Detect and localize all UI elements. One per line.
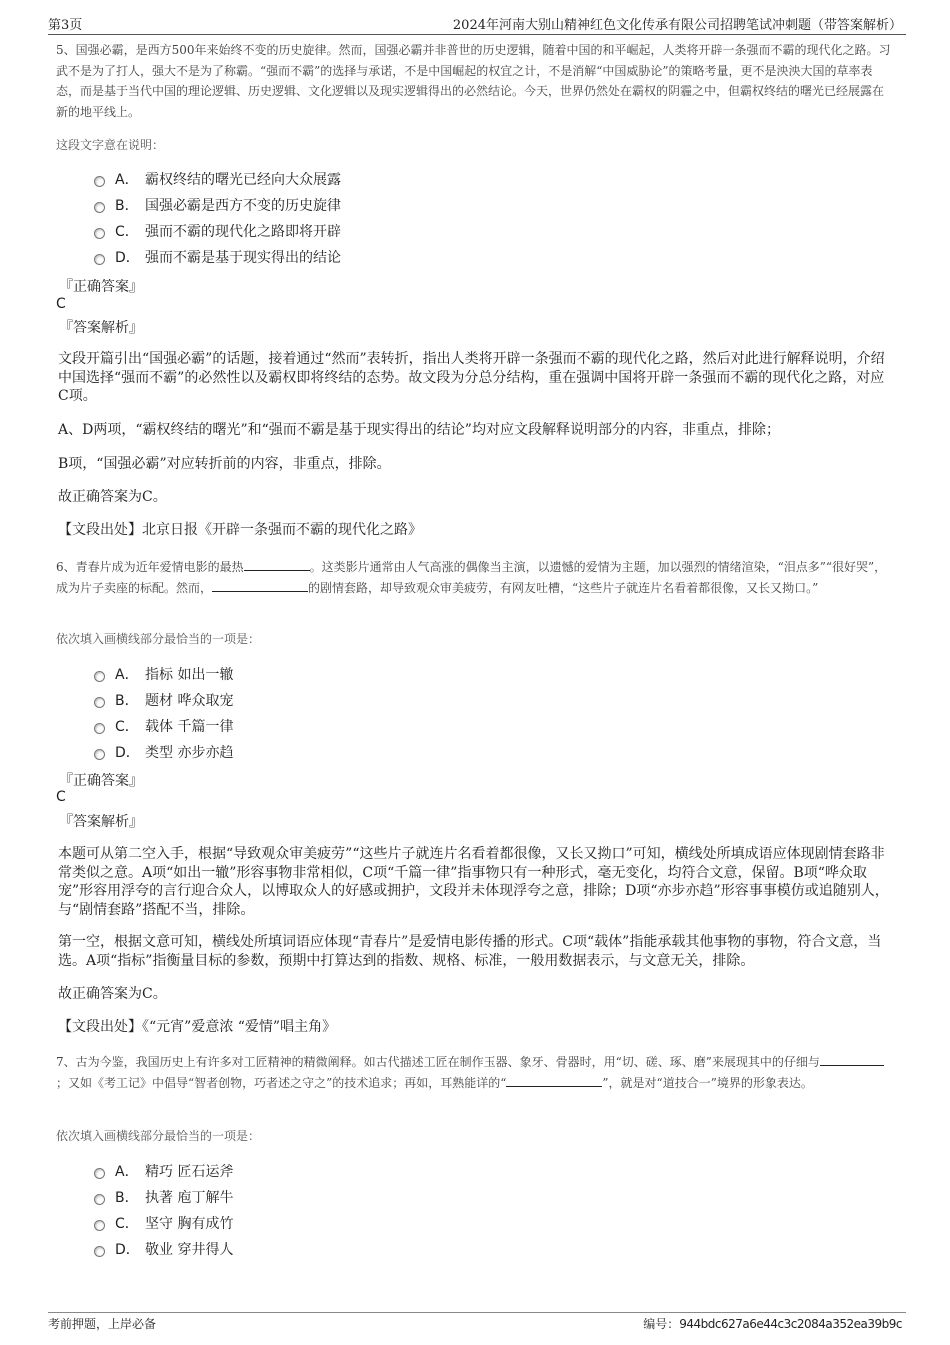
answer-value: C	[56, 789, 66, 805]
page-footer	[48, 1312, 906, 1337]
option-text: 载体 千篇一律	[145, 719, 234, 735]
option-letter: A．	[115, 667, 139, 683]
option-d[interactable]	[94, 739, 594, 765]
option-text: 坚守 胸有成竹	[145, 1216, 234, 1232]
question-7-options	[94, 1158, 594, 1262]
option-letter: C．	[115, 224, 139, 240]
analysis-paragraph: 本题可从第二空入手，根据“导致观众审美疲劳”“这些片子就连片名看着都很像，又长又拗口”可知，横线处所填成语应体现剧情套路非常类似之意。A项“如出一辙”形容事物非常相似，C项“千篇一律”指事物只有一种形式，毫无变化，均符合文意，保留。B项“哗众取宠”形容用浮夸的言行迎合众人，以博取众人的好感或拥护，文段并未体现浮夸之意，排除；D项“亦步亦趋”形容事事模仿或追随别人，与“剧情套路”搭配不当，排除。	[58, 846, 889, 918]
question-6-options	[94, 661, 594, 765]
answer-label: 『正确答案』	[59, 773, 143, 789]
radio-button[interactable]	[94, 1220, 105, 1231]
radio-button[interactable]	[94, 1168, 105, 1179]
document-title: 2024年河南大别山精神红色文化传承有限公司招聘笔试冲刺题（带答案解析）	[452, 18, 902, 33]
fill-blank	[820, 1053, 884, 1066]
analysis-label: 『答案解析』	[59, 814, 143, 830]
option-letter: B．	[115, 1190, 139, 1206]
option-text: 指标 如出一辙	[145, 667, 234, 683]
option-text: 强而不霸的现代化之路即将开辟	[145, 224, 341, 240]
option-text: 执著 庖丁解牛	[145, 1190, 234, 1206]
option-letter: A．	[115, 172, 139, 188]
question-7-prompt: 依次填入画横线部分最恰当的一项是：	[56, 1129, 261, 1143]
radio-button[interactable]	[94, 228, 105, 239]
analysis-paragraph: A、D两项，“霸权终结的曙光”和“强而不霸是基于现实得出的结论”均对应文段解释说明部分的内容，非重点，排除；	[58, 422, 780, 438]
source-citation: 【文段出处】北京日报《开辟一条强而不霸的现代化之路》	[58, 522, 422, 538]
analysis-label: 『答案解析』	[59, 320, 143, 336]
option-letter: D．	[115, 250, 140, 266]
option-letter: D．	[115, 745, 140, 761]
fill-blank	[244, 558, 310, 571]
question-7-text: 7、古为今鉴，我国历史上有许多对工匠精神的精微阐释。如古代描述工匠在制作玉器、象牙、骨器时，用“切、磋、琢、磨”来展现其中的仔细与；又如《考工记》中倡导“智者创物，巧者述之守之”的技术追求；再如，耳熟能详的“ ”，就是对“道技合一”境界的形象表达。	[56, 1052, 894, 1093]
option-text: 题材 哗众取宠	[145, 693, 234, 709]
analysis-paragraph: 故正确答案为C。	[58, 489, 167, 505]
analysis-paragraph: 第一空，根据文意可知，横线处所填词语应体现“青春片”是爱情电影传播的形式。C项“载体”指能承载其他事物的事物，符合文意，当选。A项“指标”指衡量目标的参数，预期中打算达到的指数、规格、标准，一般用数据表示，与文意无关，排除。	[58, 934, 882, 969]
analysis-paragraph: 文段开篇引出“国强必霸”的话题，接着通过“然而”表转折，指出人类将开辟一条强而不霸的现代化之路，然后对此进行解释说明，介绍中国选择“强而不霸”的必然性以及霸权即将终结的态势。故文段为分总分结构，重在强调中国将开辟一条强而不霸的现代化之路，对应C项。	[58, 351, 885, 404]
option-b[interactable]	[94, 192, 594, 218]
radio-button[interactable]	[94, 671, 105, 682]
option-c[interactable]	[94, 218, 594, 244]
radio-button[interactable]	[94, 1246, 105, 1257]
question-5-options	[94, 166, 594, 270]
option-letter: C．	[115, 1216, 139, 1232]
fill-blank	[506, 1074, 602, 1087]
code-label: 编号：	[643, 1317, 680, 1331]
radio-button[interactable]	[94, 202, 105, 213]
option-letter: B．	[115, 198, 139, 214]
option-letter: D．	[115, 1242, 140, 1258]
option-a[interactable]	[94, 166, 594, 192]
analysis-paragraph: B项，“国强必霸”对应转折前的内容，非重点，排除。	[58, 456, 391, 472]
option-d[interactable]	[94, 1236, 594, 1262]
option-text: 霸权终结的曙光已经向大众展露	[145, 172, 341, 188]
question-5-text: 5、国强必霸，是西方500年来始终不变的历史旋律。然而，国强必霸并非普世的历史逻辑，随着中国的和平崛起，人类将开辟一条强而不霸的现代化之路。习武不是为了打人，强大不是为了称霸。“强而不霸”的选择与承诺，不是中国崛起的权宜之计，不是消解“中国威胁论”的策略考量，更不是泱泱大国的草率表态，而是基于当代中国的理论逻辑、历史逻辑、文化逻辑以及现实逻辑得出的必然结论。今天，世界仍然处在霸权的阴霾之中，但霸权终结的曙光已经展露在新的地平线上。	[56, 43, 891, 119]
option-text: 强而不霸是基于现实得出的结论	[145, 250, 341, 266]
option-letter: A．	[115, 1164, 139, 1180]
option-d[interactable]	[94, 244, 594, 270]
option-text: 精巧 匠石运斧	[145, 1164, 234, 1180]
radio-button[interactable]	[94, 697, 105, 708]
option-text: 国强必霸是西方不变的历史旋律	[145, 198, 341, 214]
question-5-prompt: 这段文字意在说明：	[56, 138, 165, 152]
option-c[interactable]	[94, 713, 594, 739]
radio-button[interactable]	[94, 254, 105, 265]
radio-button[interactable]	[94, 176, 105, 187]
option-b[interactable]	[94, 1184, 594, 1210]
option-letter: B．	[115, 693, 139, 709]
answer-label: 『正确答案』	[59, 279, 143, 295]
footer-slogan: 考前押题，上岸必备	[48, 1317, 157, 1331]
question-6-prompt: 依次填入画横线部分最恰当的一项是：	[56, 632, 261, 646]
option-c[interactable]	[94, 1210, 594, 1236]
radio-button[interactable]	[94, 723, 105, 734]
analysis-paragraph: 故正确答案为C。	[58, 986, 167, 1002]
option-text: 敬业 穿井得人	[145, 1242, 234, 1258]
source-citation: 【文段出处】《“元宵”爱意浓 “爱情”唱主角》	[58, 1019, 337, 1035]
option-a[interactable]	[94, 661, 594, 687]
option-b[interactable]	[94, 687, 594, 713]
radio-button[interactable]	[94, 749, 105, 760]
option-text: 类型 亦步亦趋	[145, 745, 234, 761]
document-code	[643, 1315, 902, 1332]
option-letter: C．	[115, 719, 139, 735]
page-header	[48, 14, 906, 35]
question-6-text: 6、青春片成为近年爱情电影的最热 。这类影片通常由人气高涨的偶像当主演，以遗憾的爱情为主题，加以强烈的情绪渲染，“泪点多”“很好哭”，成为片子卖座的标配。然而， 的剧情套路，却导致观众审美疲劳，有网友吐槽，“这些片子就连片名看着都很像，又长又拗口。”	[56, 560, 887, 595]
fill-blank	[212, 579, 308, 592]
answer-value: C	[56, 296, 66, 312]
option-a[interactable]	[94, 1158, 594, 1184]
page-number: 第3页	[48, 18, 83, 33]
radio-button[interactable]	[94, 1194, 105, 1205]
code-value: 944bdc627a6e44c3c2084a352ea39b9c	[679, 1317, 902, 1331]
